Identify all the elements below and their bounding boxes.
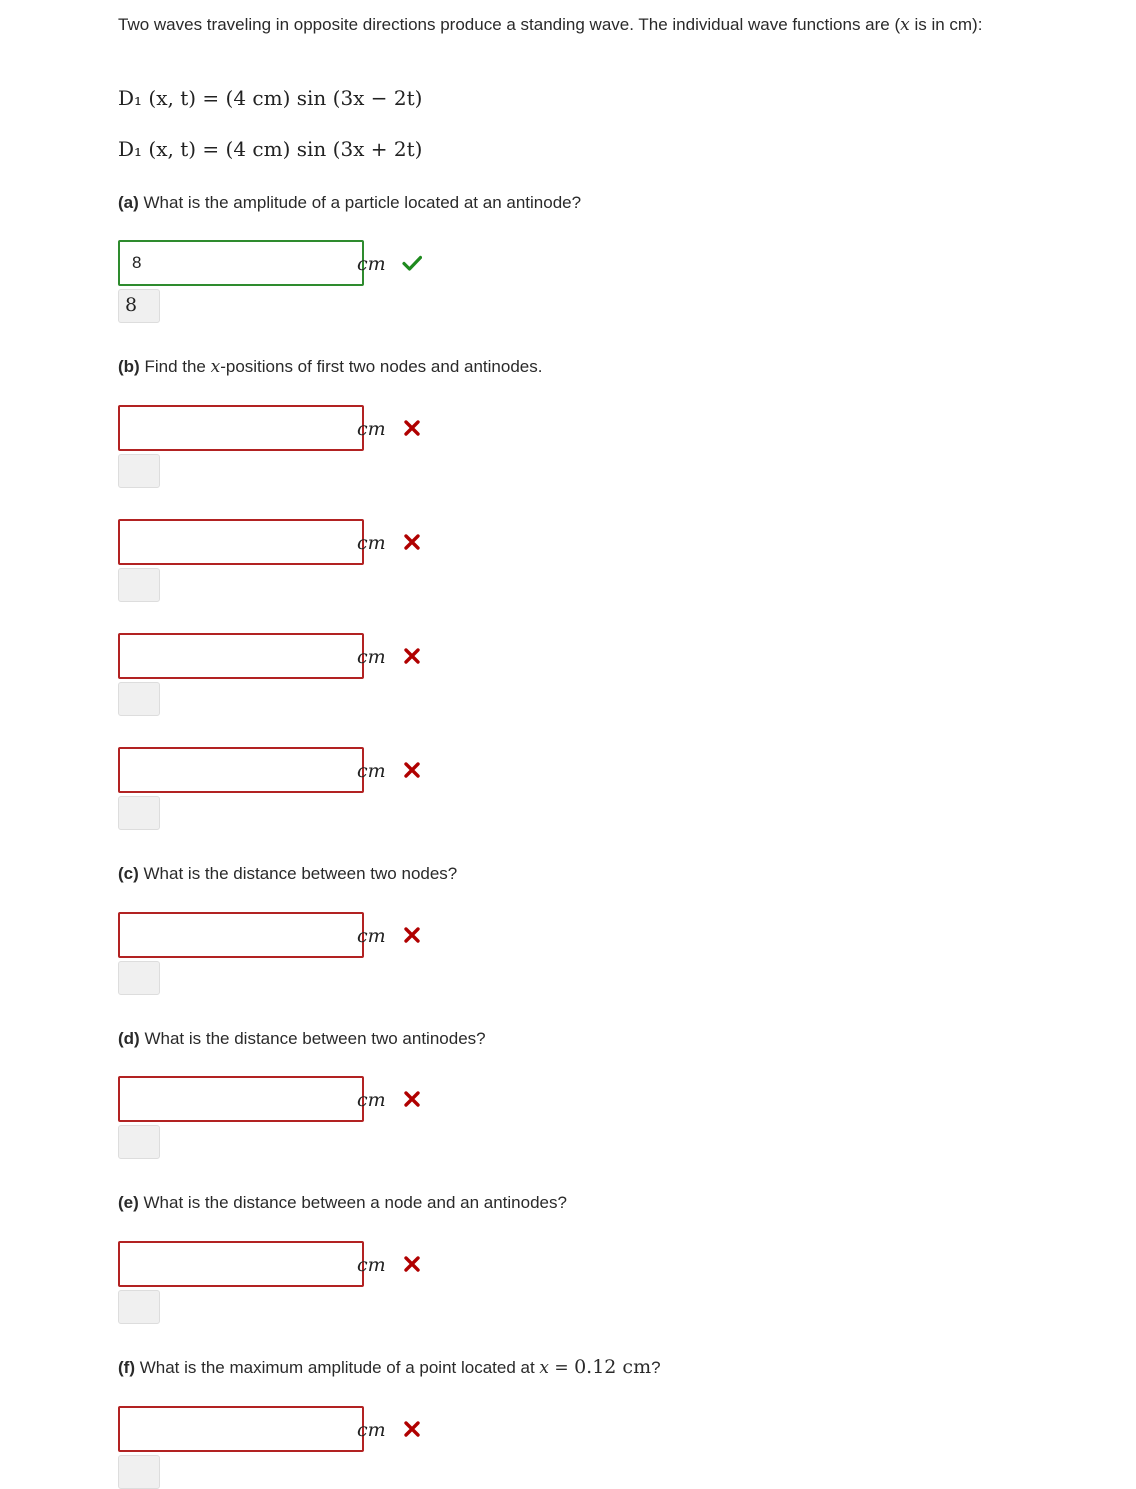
- answer-c-unit: cm: [357, 925, 386, 947]
- question-b-text-before: Find the: [144, 357, 211, 376]
- question-f: [118, 1355, 661, 1380]
- question-b-part: (b): [118, 357, 140, 376]
- question-b: [118, 355, 542, 379]
- cross-icon: [402, 925, 422, 945]
- answer-d-unit: cm: [357, 1089, 386, 1111]
- intro-text-after: is in cm):: [909, 15, 983, 34]
- cross-icon: [402, 1419, 422, 1439]
- answer-e-preview: [118, 1290, 160, 1324]
- answer-b4-input[interactable]: [118, 747, 364, 793]
- answer-b2-preview: [118, 568, 160, 602]
- question-f-part: (f): [118, 1358, 135, 1377]
- problem-intro: [118, 12, 1063, 38]
- question-f-text-before: What is the maximum amplitude of a point located at: [139, 1358, 540, 1377]
- equation-2-lhs: D₁ (x, t): [118, 137, 197, 161]
- answer-b2-input[interactable]: [118, 519, 364, 565]
- answer-b3-unit: cm: [357, 646, 386, 668]
- cross-icon: [402, 1089, 422, 1109]
- answer-b1-preview: [118, 454, 160, 488]
- answer-d-input[interactable]: [118, 1076, 364, 1122]
- answer-f-input[interactable]: [118, 1406, 364, 1452]
- answer-e-input[interactable]: [118, 1241, 364, 1287]
- question-f-value: 0.12 cm: [574, 1356, 652, 1378]
- question-e-text: What is the distance between a node and an antinodes?: [143, 1193, 567, 1212]
- question-a: [118, 191, 581, 215]
- question-d-part: (d): [118, 1029, 140, 1048]
- answer-b3-preview: [118, 682, 160, 716]
- question-f-text-after: ?: [651, 1358, 661, 1377]
- answer-c-row: [118, 912, 518, 958]
- answer-a-preview: 8: [118, 289, 160, 323]
- answer-b3-row: [118, 633, 518, 679]
- equation-2: [118, 137, 422, 161]
- equation-1-rhs: (4 cm) sin (3x − 2t): [225, 86, 423, 110]
- question-d-text: What is the distance between two antinodes?: [144, 1029, 486, 1048]
- answer-a-row: [118, 240, 518, 286]
- cross-icon: [402, 646, 422, 666]
- answer-b4-row: [118, 747, 518, 793]
- equation-1: [118, 86, 422, 110]
- answer-b4-unit: cm: [357, 760, 386, 782]
- equation-1-lhs: D₁ (x, t): [118, 86, 197, 110]
- question-a-text: What is the amplitude of a particle located at an antinode?: [143, 193, 582, 212]
- answer-b1-row: [118, 405, 518, 451]
- answer-a-unit: cm: [357, 253, 386, 275]
- answer-b2-unit: cm: [357, 532, 386, 554]
- cross-icon: [402, 418, 422, 438]
- question-e-part: (e): [118, 1193, 139, 1212]
- question-c-part: (c): [118, 864, 139, 883]
- question-d: [118, 1027, 486, 1051]
- cross-icon: [402, 1254, 422, 1274]
- answer-e-row: [118, 1241, 518, 1287]
- answer-b3-input[interactable]: [118, 633, 364, 679]
- answer-f-unit: cm: [357, 1419, 386, 1441]
- question-c: [118, 862, 457, 886]
- question-f-equals: =: [549, 1358, 575, 1378]
- answer-f-row: [118, 1406, 518, 1452]
- cross-icon: [402, 760, 422, 780]
- check-icon: [402, 253, 422, 273]
- equation-2-rhs: (4 cm) sin (3x + 2t): [225, 137, 423, 161]
- answer-d-preview: [118, 1125, 160, 1159]
- answer-f-preview: [118, 1455, 160, 1489]
- equation-2-equals: =: [202, 137, 220, 161]
- answer-b1-input[interactable]: [118, 405, 364, 451]
- question-c-text: What is the distance between two nodes?: [143, 864, 458, 883]
- cross-icon: [402, 532, 422, 552]
- question-f-var: x: [539, 1358, 550, 1378]
- question-b-text-after: -positions of first two nodes and antinodes.: [220, 357, 543, 376]
- answer-c-preview: [118, 961, 160, 995]
- question-e: [118, 1191, 567, 1215]
- question-a-part: (a): [118, 193, 139, 212]
- answer-b2-row: [118, 519, 518, 565]
- intro-var-x: x: [900, 15, 910, 35]
- intro-text-before: Two waves traveling in opposite directions produce a standing wave. The individual wave functions are (: [118, 15, 901, 34]
- answer-d-row: [118, 1076, 518, 1122]
- answer-c-input[interactable]: [118, 912, 364, 958]
- answer-b1-unit: cm: [357, 418, 386, 440]
- answer-b4-preview: [118, 796, 160, 830]
- answer-a-input[interactable]: [118, 240, 364, 286]
- equation-1-equals: =: [202, 86, 220, 110]
- answer-e-unit: cm: [357, 1254, 386, 1276]
- question-b-var: x: [210, 357, 221, 377]
